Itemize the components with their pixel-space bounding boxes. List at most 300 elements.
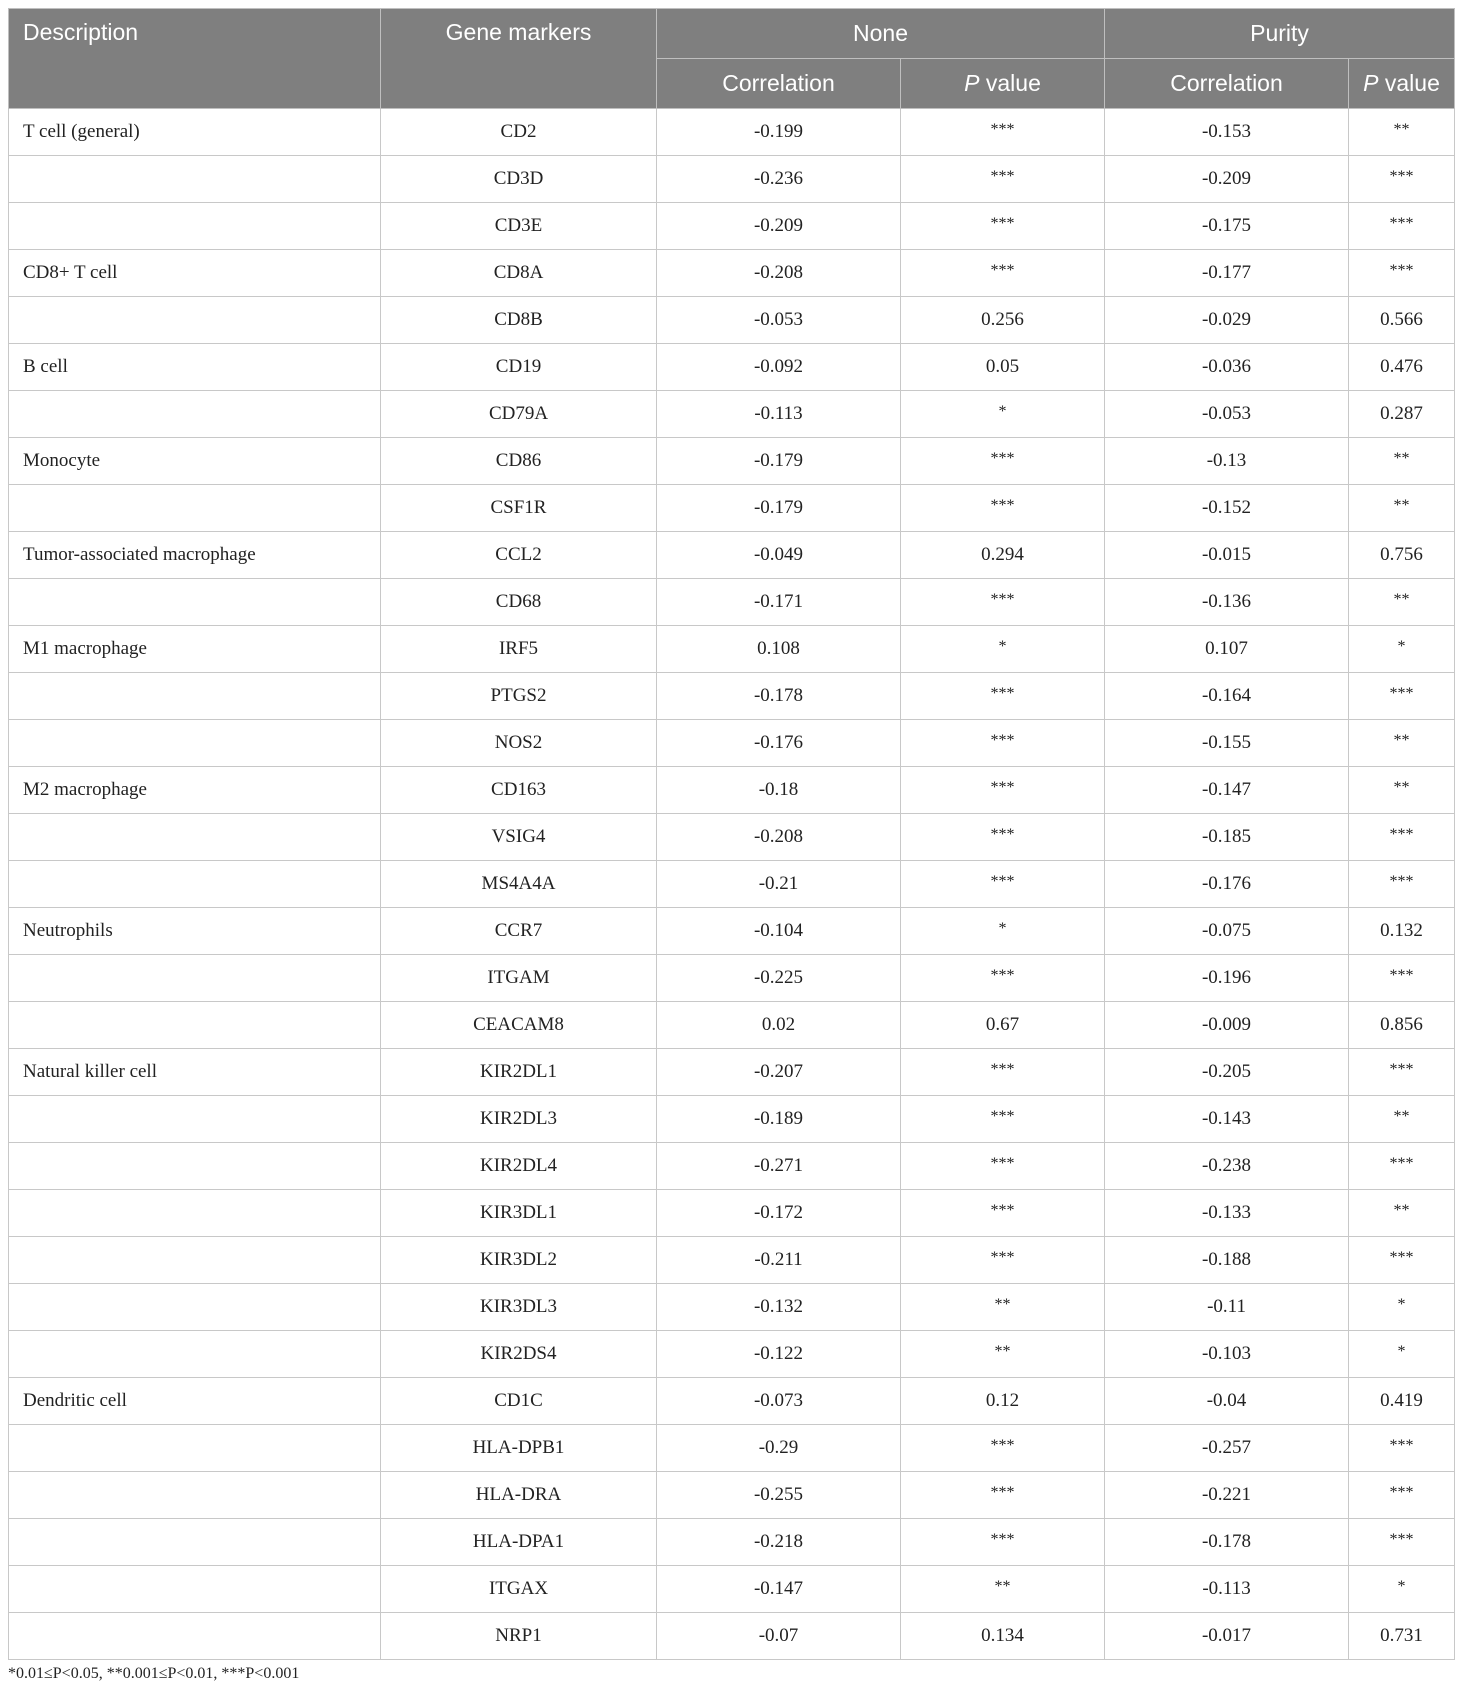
significance-stars: ***	[1389, 1061, 1414, 1078]
purity-p-value-cell	[1349, 955, 1455, 1002]
purity-p-value-cell: 0.287	[1349, 391, 1455, 438]
table-row	[9, 955, 1455, 1002]
table-row	[9, 767, 1455, 814]
none-correlation-cell: -0.147	[657, 1566, 901, 1613]
gene-marker-cell: KIR3DL3	[381, 1284, 657, 1331]
purity-p-value-cell	[1349, 673, 1455, 720]
none-p-value-cell: 0.12	[901, 1378, 1105, 1425]
description-cell: Monocyte	[9, 438, 381, 485]
none-correlation-cell: -0.104	[657, 908, 901, 955]
description-cell	[9, 297, 381, 344]
gene-marker-cell: HLA-DPB1	[381, 1425, 657, 1472]
significance-stars: ***	[990, 826, 1015, 843]
purity-correlation-cell: -0.029	[1105, 297, 1349, 344]
none-p-value-cell	[901, 814, 1105, 861]
significance-stars: *	[1397, 638, 1406, 655]
gene-marker-cell: KIR2DL4	[381, 1143, 657, 1190]
gene-marker-cell: NOS2	[381, 720, 657, 767]
gene-marker-cell: CD68	[381, 579, 657, 626]
table-row	[9, 1190, 1455, 1237]
none-p-value-cell	[901, 908, 1105, 955]
table-row	[9, 1143, 1455, 1190]
significance-stars: **	[1393, 732, 1410, 749]
purity-correlation-cell: -0.188	[1105, 1237, 1349, 1284]
significance-stars: *	[998, 403, 1007, 420]
significance-stars: ***	[990, 1437, 1015, 1454]
significance-stars: ***	[1389, 826, 1414, 843]
none-p-value-cell	[901, 1284, 1105, 1331]
none-correlation-cell: -0.211	[657, 1237, 901, 1284]
table-row	[9, 532, 1455, 579]
significance-stars: *	[1397, 1296, 1406, 1313]
table-row	[9, 673, 1455, 720]
gene-marker-cell: MS4A4A	[381, 861, 657, 908]
none-correlation-cell: -0.255	[657, 1472, 901, 1519]
significance-stars: ***	[990, 1061, 1015, 1078]
gene-marker-cell: CD3D	[381, 156, 657, 203]
none-correlation-cell: 0.02	[657, 1002, 901, 1049]
table-row	[9, 626, 1455, 673]
none-correlation-cell: -0.218	[657, 1519, 901, 1566]
gene-marker-cell: HLA-DRA	[381, 1472, 657, 1519]
significance-stars: **	[1393, 1108, 1410, 1125]
significance-stars: ***	[1389, 1437, 1414, 1454]
significance-stars: *	[1397, 1343, 1406, 1360]
table-row	[9, 908, 1455, 955]
none-correlation-cell: -0.208	[657, 250, 901, 297]
none-correlation-cell: -0.07	[657, 1613, 901, 1660]
purity-correlation-cell: -0.04	[1105, 1378, 1349, 1425]
description-cell	[9, 1566, 381, 1613]
description-cell: Tumor-associated macrophage	[9, 532, 381, 579]
table-row	[9, 579, 1455, 626]
gene-marker-cell: CD3E	[381, 203, 657, 250]
table-row	[9, 1002, 1455, 1049]
purity-p-value-cell	[1349, 109, 1455, 156]
purity-correlation-cell: -0.015	[1105, 532, 1349, 579]
significance-stars: ***	[1389, 873, 1414, 890]
purity-p-value-cell: 0.856	[1349, 1002, 1455, 1049]
description-cell	[9, 1143, 381, 1190]
table-body	[9, 109, 1455, 1660]
description-cell: B cell	[9, 344, 381, 391]
none-p-value-cell	[901, 1519, 1105, 1566]
purity-p-value-cell	[1349, 1096, 1455, 1143]
significance-stars: ***	[990, 1108, 1015, 1125]
significance-stars: ***	[990, 591, 1015, 608]
significance-stars: **	[1393, 450, 1410, 467]
none-p-value-cell	[901, 1049, 1105, 1096]
description-cell: CD8+ T cell	[9, 250, 381, 297]
p-italic-label: P	[964, 70, 980, 96]
table-row	[9, 720, 1455, 767]
table-row	[9, 1566, 1455, 1613]
table-row	[9, 344, 1455, 391]
purity-p-value-cell	[1349, 1143, 1455, 1190]
none-correlation-cell: 0.108	[657, 626, 901, 673]
gene-marker-cell: CD86	[381, 438, 657, 485]
gene-marker-cell: ITGAM	[381, 955, 657, 1002]
significance-stars: ***	[1389, 1484, 1414, 1501]
purity-p-value-cell	[1349, 1472, 1455, 1519]
table-row	[9, 297, 1455, 344]
significance-stars: ***	[1389, 967, 1414, 984]
description-cell	[9, 1519, 381, 1566]
purity-correlation-cell: -0.103	[1105, 1331, 1349, 1378]
none-correlation-cell: -0.21	[657, 861, 901, 908]
p-value-label-rest: value	[979, 70, 1041, 96]
significance-stars: ***	[990, 1155, 1015, 1172]
none-p-value-cell	[901, 391, 1105, 438]
significance-stars: **	[1393, 779, 1410, 796]
purity-p-value-cell	[1349, 579, 1455, 626]
description-cell	[9, 1613, 381, 1660]
gene-marker-cell: CD8B	[381, 297, 657, 344]
purity-p-value-cell	[1349, 1190, 1455, 1237]
none-p-value-cell	[901, 861, 1105, 908]
gene-marker-cell: CD163	[381, 767, 657, 814]
purity-p-value-cell: 0.731	[1349, 1613, 1455, 1660]
none-p-value-cell	[901, 1096, 1105, 1143]
purity-p-value-cell: 0.419	[1349, 1378, 1455, 1425]
description-cell: Neutrophils	[9, 908, 381, 955]
group-header-purity: Purity	[1105, 9, 1455, 59]
none-p-value-cell	[901, 485, 1105, 532]
purity-correlation-cell: -0.238	[1105, 1143, 1349, 1190]
none-p-value-cell	[901, 955, 1105, 1002]
significance-stars: ***	[990, 1484, 1015, 1501]
none-correlation-cell: -0.113	[657, 391, 901, 438]
purity-correlation-cell: -0.053	[1105, 391, 1349, 438]
table-row	[9, 1472, 1455, 1519]
significance-stars: ***	[990, 121, 1015, 138]
none-p-value-cell	[901, 1190, 1105, 1237]
none-p-value-cell	[901, 203, 1105, 250]
none-p-value-cell	[901, 1331, 1105, 1378]
none-correlation-cell: -0.208	[657, 814, 901, 861]
gene-marker-cell: KIR2DS4	[381, 1331, 657, 1378]
none-correlation-cell: -0.053	[657, 297, 901, 344]
purity-correlation-cell: -0.177	[1105, 250, 1349, 297]
significance-stars: *	[1397, 1578, 1406, 1595]
gene-marker-cell: CSF1R	[381, 485, 657, 532]
purity-p-value-cell	[1349, 1284, 1455, 1331]
purity-correlation-cell: -0.147	[1105, 767, 1349, 814]
gene-marker-cell: CCR7	[381, 908, 657, 955]
none-p-value-cell	[901, 156, 1105, 203]
significance-stars: **	[1393, 497, 1410, 514]
none-p-value-cell: 0.294	[901, 532, 1105, 579]
none-p-value-cell	[901, 1472, 1105, 1519]
purity-correlation-cell: -0.133	[1105, 1190, 1349, 1237]
none-p-value-cell	[901, 1566, 1105, 1613]
purity-correlation-cell: -0.13	[1105, 438, 1349, 485]
description-cell	[9, 1237, 381, 1284]
gene-marker-cell: CCL2	[381, 532, 657, 579]
gene-marker-cell: CD1C	[381, 1378, 657, 1425]
none-correlation-cell: -0.18	[657, 767, 901, 814]
none-p-value-cell	[901, 767, 1105, 814]
gene-marker-cell: KIR3DL2	[381, 1237, 657, 1284]
gene-marker-cell: KIR2DL1	[381, 1049, 657, 1096]
description-cell: Dendritic cell	[9, 1378, 381, 1425]
description-cell: T cell (general)	[9, 109, 381, 156]
significance-stars: ***	[990, 873, 1015, 890]
purity-correlation-cell: -0.257	[1105, 1425, 1349, 1472]
none-p-value-cell	[901, 109, 1105, 156]
significance-stars: ***	[1389, 685, 1414, 702]
gene-marker-correlation-table	[8, 8, 1455, 1660]
description-cell	[9, 1002, 381, 1049]
significance-stars: **	[994, 1578, 1011, 1595]
gene-marker-cell: IRF5	[381, 626, 657, 673]
table-row	[9, 1049, 1455, 1096]
gene-marker-cell: PTGS2	[381, 673, 657, 720]
description-cell	[9, 814, 381, 861]
none-correlation-cell: -0.132	[657, 1284, 901, 1331]
gene-marker-cell: NRP1	[381, 1613, 657, 1660]
purity-p-value-cell: 0.132	[1349, 908, 1455, 955]
purity-correlation-cell: 0.107	[1105, 626, 1349, 673]
table-row	[9, 1096, 1455, 1143]
significance-stars: *	[998, 638, 1007, 655]
purity-correlation-cell: -0.009	[1105, 1002, 1349, 1049]
column-header-gene-markers: Gene markers	[381, 9, 657, 109]
significance-stars: ***	[990, 215, 1015, 232]
none-p-value-cell: 0.67	[901, 1002, 1105, 1049]
significance-stars: ***	[1389, 1155, 1414, 1172]
gene-marker-cell: CD79A	[381, 391, 657, 438]
table-row	[9, 1613, 1455, 1660]
significance-stars: ***	[990, 450, 1015, 467]
significance-stars: ***	[990, 1202, 1015, 1219]
purity-correlation-cell: -0.11	[1105, 1284, 1349, 1331]
purity-p-value-cell	[1349, 720, 1455, 767]
purity-p-value-cell	[1349, 626, 1455, 673]
description-cell	[9, 720, 381, 767]
none-p-value-cell: 0.134	[901, 1613, 1105, 1660]
table-row	[9, 814, 1455, 861]
gene-marker-cell: VSIG4	[381, 814, 657, 861]
purity-p-value-cell	[1349, 203, 1455, 250]
significance-footnote: *0.01≤P<0.05, **0.001≤P<0.01, ***P<0.001	[8, 1665, 300, 1682]
none-correlation-cell: -0.073	[657, 1378, 901, 1425]
description-cell	[9, 203, 381, 250]
none-correlation-cell: -0.199	[657, 109, 901, 156]
none-correlation-cell: -0.172	[657, 1190, 901, 1237]
purity-p-value-cell	[1349, 1566, 1455, 1613]
significance-stars: ***	[990, 685, 1015, 702]
table-row	[9, 485, 1455, 532]
none-correlation-cell: -0.29	[657, 1425, 901, 1472]
description-cell	[9, 1331, 381, 1378]
purity-correlation-cell: -0.176	[1105, 861, 1349, 908]
significance-stars: **	[1393, 1202, 1410, 1219]
significance-stars: **	[1393, 591, 1410, 608]
none-correlation-cell: -0.271	[657, 1143, 901, 1190]
description-cell	[9, 955, 381, 1002]
none-correlation-cell: -0.225	[657, 955, 901, 1002]
purity-correlation-cell: -0.164	[1105, 673, 1349, 720]
purity-p-value-cell	[1349, 861, 1455, 908]
description-cell	[9, 1190, 381, 1237]
none-p-value-cell	[901, 579, 1105, 626]
none-p-value-cell	[901, 438, 1105, 485]
table-row	[9, 109, 1455, 156]
description-cell	[9, 391, 381, 438]
none-correlation-cell: -0.122	[657, 1331, 901, 1378]
description-cell	[9, 485, 381, 532]
significance-stars: ***	[1389, 215, 1414, 232]
description-cell	[9, 1284, 381, 1331]
significance-stars: **	[994, 1343, 1011, 1360]
table-container	[8, 8, 1454, 1660]
purity-correlation-cell: -0.178	[1105, 1519, 1349, 1566]
significance-stars: ***	[990, 1249, 1015, 1266]
column-header-purity-p-value	[1349, 59, 1455, 109]
purity-correlation-cell: -0.185	[1105, 814, 1349, 861]
description-cell	[9, 1472, 381, 1519]
header-row-top	[9, 9, 1455, 59]
purity-p-value-cell	[1349, 767, 1455, 814]
description-cell	[9, 1425, 381, 1472]
table-row	[9, 391, 1455, 438]
purity-correlation-cell: -0.175	[1105, 203, 1349, 250]
purity-p-value-cell	[1349, 250, 1455, 297]
table-row	[9, 156, 1455, 203]
purity-p-value-cell	[1349, 1237, 1455, 1284]
purity-correlation-cell: -0.075	[1105, 908, 1349, 955]
purity-correlation-cell: -0.143	[1105, 1096, 1349, 1143]
purity-correlation-cell: -0.196	[1105, 955, 1349, 1002]
none-p-value-cell	[901, 720, 1105, 767]
significance-stars: ***	[990, 262, 1015, 279]
purity-p-value-cell: 0.566	[1349, 297, 1455, 344]
description-cell: M1 macrophage	[9, 626, 381, 673]
purity-correlation-cell: -0.205	[1105, 1049, 1349, 1096]
purity-correlation-cell: -0.136	[1105, 579, 1349, 626]
gene-marker-cell: CD2	[381, 109, 657, 156]
significance-stars: ***	[990, 779, 1015, 796]
significance-stars: *	[998, 920, 1007, 937]
purity-p-value-cell	[1349, 438, 1455, 485]
purity-correlation-cell: -0.209	[1105, 156, 1349, 203]
description-cell	[9, 579, 381, 626]
none-p-value-cell: 0.05	[901, 344, 1105, 391]
none-correlation-cell: -0.209	[657, 203, 901, 250]
description-cell	[9, 156, 381, 203]
purity-p-value-cell	[1349, 1049, 1455, 1096]
group-header-none: None	[657, 9, 1105, 59]
none-correlation-cell: -0.179	[657, 485, 901, 532]
significance-stars: ***	[990, 168, 1015, 185]
none-p-value-cell	[901, 1237, 1105, 1284]
table-row	[9, 1425, 1455, 1472]
description-cell	[9, 861, 381, 908]
purity-correlation-cell: -0.221	[1105, 1472, 1349, 1519]
gene-marker-cell: CD8A	[381, 250, 657, 297]
description-cell: M2 macrophage	[9, 767, 381, 814]
significance-stars: ***	[990, 1531, 1015, 1548]
significance-stars: ***	[1389, 168, 1414, 185]
gene-marker-cell: KIR3DL1	[381, 1190, 657, 1237]
none-p-value-cell	[901, 1425, 1105, 1472]
purity-p-value-cell: 0.756	[1349, 532, 1455, 579]
purity-correlation-cell: -0.155	[1105, 720, 1349, 767]
description-cell: Natural killer cell	[9, 1049, 381, 1096]
none-correlation-cell: -0.179	[657, 438, 901, 485]
none-p-value-cell	[901, 1143, 1105, 1190]
table-row	[9, 861, 1455, 908]
table-row	[9, 1378, 1455, 1425]
significance-stars: ***	[1389, 262, 1414, 279]
none-correlation-cell: -0.236	[657, 156, 901, 203]
gene-marker-cell: CEACAM8	[381, 1002, 657, 1049]
table-row	[9, 250, 1455, 297]
none-correlation-cell: -0.049	[657, 532, 901, 579]
table-row	[9, 1519, 1455, 1566]
significance-stars: ***	[990, 967, 1015, 984]
gene-marker-cell: KIR2DL3	[381, 1096, 657, 1143]
column-header-none-p-value	[901, 59, 1105, 109]
table-row	[9, 1284, 1455, 1331]
none-correlation-cell: -0.092	[657, 344, 901, 391]
purity-p-value-cell: 0.476	[1349, 344, 1455, 391]
none-p-value-cell: 0.256	[901, 297, 1105, 344]
p-italic-label: P	[1363, 70, 1379, 96]
table-row	[9, 203, 1455, 250]
column-header-none-correlation: Correlation	[657, 59, 901, 109]
significance-stars: **	[994, 1296, 1011, 1313]
table-row	[9, 1331, 1455, 1378]
none-p-value-cell	[901, 250, 1105, 297]
purity-p-value-cell	[1349, 1425, 1455, 1472]
significance-stars: **	[1393, 121, 1410, 138]
purity-correlation-cell: -0.017	[1105, 1613, 1349, 1660]
none-p-value-cell	[901, 673, 1105, 720]
none-correlation-cell: -0.176	[657, 720, 901, 767]
purity-p-value-cell	[1349, 1331, 1455, 1378]
none-correlation-cell: -0.207	[657, 1049, 901, 1096]
significance-stars: ***	[990, 497, 1015, 514]
purity-correlation-cell: -0.152	[1105, 485, 1349, 532]
column-header-description: Description	[9, 9, 381, 109]
gene-marker-cell: HLA-DPA1	[381, 1519, 657, 1566]
description-cell	[9, 673, 381, 720]
purity-p-value-cell	[1349, 485, 1455, 532]
purity-correlation-cell: -0.036	[1105, 344, 1349, 391]
p-value-label-rest: value	[1378, 70, 1440, 96]
table-row	[9, 438, 1455, 485]
purity-p-value-cell	[1349, 814, 1455, 861]
significance-stars: ***	[1389, 1531, 1414, 1548]
none-correlation-cell: -0.171	[657, 579, 901, 626]
purity-correlation-cell: -0.153	[1105, 109, 1349, 156]
significance-stars: ***	[1389, 1249, 1414, 1266]
significance-stars: ***	[990, 732, 1015, 749]
purity-p-value-cell	[1349, 156, 1455, 203]
description-cell	[9, 1096, 381, 1143]
none-correlation-cell: -0.178	[657, 673, 901, 720]
gene-marker-cell: CD19	[381, 344, 657, 391]
none-p-value-cell	[901, 626, 1105, 673]
column-header-purity-correlation: Correlation	[1105, 59, 1349, 109]
gene-marker-cell: ITGAX	[381, 1566, 657, 1613]
purity-p-value-cell	[1349, 1519, 1455, 1566]
purity-correlation-cell: -0.113	[1105, 1566, 1349, 1613]
table-row	[9, 1237, 1455, 1284]
none-correlation-cell: -0.189	[657, 1096, 901, 1143]
